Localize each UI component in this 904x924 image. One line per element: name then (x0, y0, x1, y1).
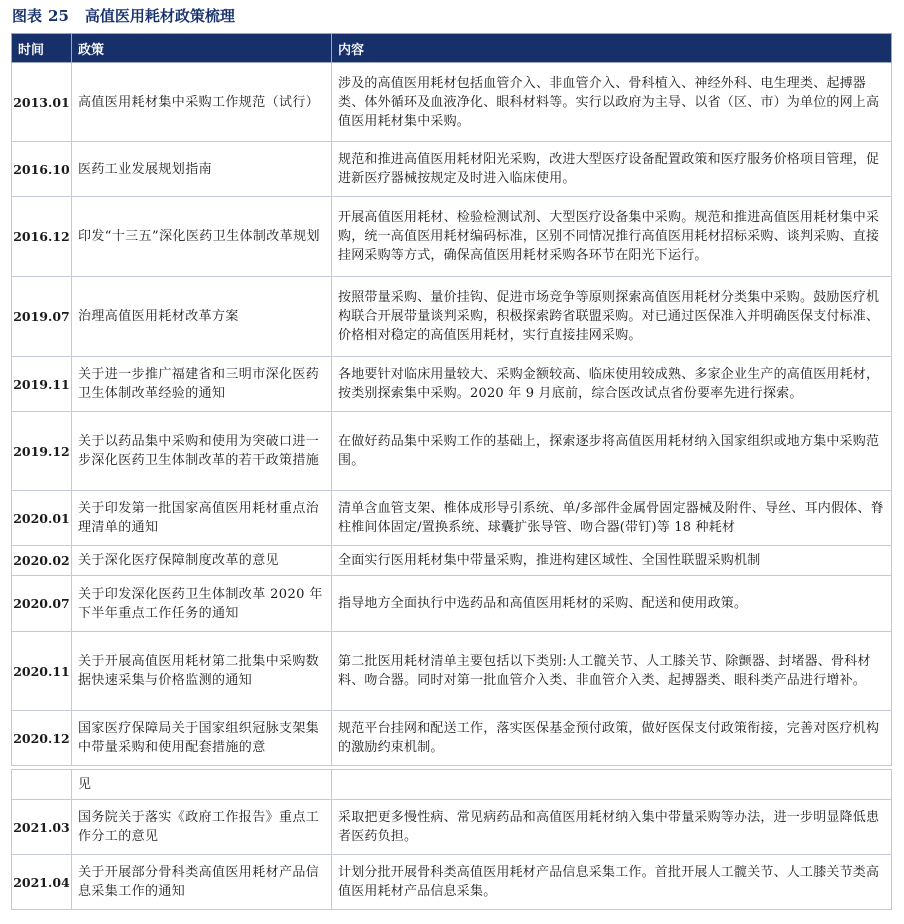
table-row (12, 277, 892, 357)
table-row (12, 711, 892, 766)
header-content: 内容 (332, 34, 892, 63)
table-row (12, 412, 892, 491)
figure-caption (12, 4, 235, 28)
row-content: 按照带量采购、量价挂钩、促进市场竞争等原则探索高值医用耗材分类集中采购。鼓励医疗机构联合开展带量谈判采购，积极探索跨省联盟采购。对已通过医保准入并明确医保支付标准、价格相对稳定的高值医用耗材，实行直接挂网采购。 (332, 277, 892, 357)
policy-table (11, 33, 892, 766)
table-row (12, 491, 892, 546)
header-date: 时间 (12, 34, 72, 63)
row-content (332, 770, 892, 800)
table-row (12, 197, 892, 277)
row-date: 2020.02 (12, 546, 72, 576)
row-policy: 关于以药品集中采购和使用为突破口进一步深化医药卫生体制改革的若干政策措施 (72, 412, 332, 491)
table-row (12, 800, 892, 855)
table-row (12, 632, 892, 711)
row-policy: 关于深化医疗保障制度改革的意见 (72, 546, 332, 576)
row-date: 2021.03 (12, 800, 72, 855)
table-row (12, 142, 892, 197)
policy-table-continued (11, 769, 892, 910)
row-content: 规范和推进高值医用耗材阳光采购，改进大型医疗设备配置政策和医疗服务价格项目管理，促进新医疗器械按规定及时进入临床使用。 (332, 142, 892, 197)
caption-label: 图表 (12, 7, 43, 25)
caption-title: 高值医用耗材政策梳理 (84, 7, 235, 25)
table-row (12, 63, 892, 142)
row-policy: 印发“十三五”深化医药卫生体制改革规划 (72, 197, 332, 277)
row-content: 全面实行医用耗材集中带量采购，推进构建区域性、全国性联盟采购机制 (332, 546, 892, 576)
row-content: 规范平台挂网和配送工作，落实医保基金预付政策，做好医保支付政策衔接，完善对医疗机构的激励约束机制。 (332, 711, 892, 766)
row-policy: 高值医用耗材集中采购工作规范（试行） (72, 63, 332, 142)
row-date: 2019.11 (12, 357, 72, 412)
row-policy: 关于开展高值医用耗材第二批集中采购数据快速采集与价格监测的通知 (72, 632, 332, 711)
row-content: 涉及的高值医用耗材包括血管介入、非血管介入、骨科植入、神经外科、电生理类、起搏器类、体外循环及血液净化、眼科材料等。实行以政府为主导、以省（区、市）为单位的网上高值医用耗材集中采购。 (332, 63, 892, 142)
row-date: 2020.01 (12, 491, 72, 546)
row-date (12, 770, 72, 800)
row-content: 开展高值医用耗材、检验检测试剂、大型医疗设备集中采购。规范和推进高值医用耗材集中采购，统一高值医用耗材编码标准，区别不同情况推行高值医用耗材招标采购、谈判采购、直接挂网采购等方式，确保高值医用耗材采购各环节在阳光下运行。 (332, 197, 892, 277)
table-header-row (12, 34, 892, 63)
row-date: 2019.12 (12, 412, 72, 491)
table-row (12, 357, 892, 412)
table-row (12, 576, 892, 632)
row-date: 2020.07 (12, 576, 72, 632)
row-content: 在做好药品集中采购工作的基础上，探索逐步将高值医用耗材纳入国家组织或地方集中采购范围。 (332, 412, 892, 491)
row-content: 计划分批开展骨科类高值医用耗材产品信息采集工作。首批开展人工髋关节、人工膝关节类高值医用耗材产品信息采集。 (332, 855, 892, 910)
row-policy: 见 (72, 770, 332, 800)
header-policy: 政策 (72, 34, 332, 63)
row-policy: 关于印发第一批国家高值医用耗材重点治理清单的通知 (72, 491, 332, 546)
row-date: 2021.04 (12, 855, 72, 910)
row-policy: 医药工业发展规划指南 (72, 142, 332, 197)
caption-number: 25 (48, 7, 69, 25)
row-policy: 国家医疗保障局关于国家组织冠脉支架集中带量采购和使用配套措施的意 (72, 711, 332, 766)
row-content: 采取把更多慢性病、常见病药品和高值医用耗材纳入集中带量采购等办法，进一步明显降低患者医药负担。 (332, 800, 892, 855)
row-content: 各地要针对临床用量较大、采购金额较高、临床使用较成熟、多家企业生产的高值医用耗材，按类别探索集中采购。2020 年 9 月底前，综合医改试点省份要率先进行探索。 (332, 357, 892, 412)
row-content: 第二批医用耗材清单主要包括以下类别:人工髋关节、人工膝关节、除颤器、封堵器、骨科材料、吻合器。同时对第一批血管介入类、非血管介入类、起搏器类、眼科类产品进行增补。 (332, 632, 892, 711)
row-content: 清单含血管支架、椎体成形导引系统、单/多部件金属骨固定器械及附件、导丝、耳内假体、脊柱椎间体固定/置换系统、球囊扩张导管、吻合器(带钉)等 18 种耗材 (332, 491, 892, 546)
row-date: 2020.12 (12, 711, 72, 766)
row-policy: 治理高值医用耗材改革方案 (72, 277, 332, 357)
row-date: 2019.07 (12, 277, 72, 357)
row-content: 指导地方全面执行中选药品和高值医用耗材的采购、配送和使用政策。 (332, 576, 892, 632)
table-row (12, 546, 892, 576)
row-policy: 关于开展部分骨科类高值医用耗材产品信息采集工作的通知 (72, 855, 332, 910)
row-date: 2020.11 (12, 632, 72, 711)
row-policy: 关于进一步推广福建省和三明市深化医药卫生体制改革经验的通知 (72, 357, 332, 412)
table-row (12, 855, 892, 910)
row-date: 2013.01 (12, 63, 72, 142)
row-date: 2016.10 (12, 142, 72, 197)
row-policy: 国务院关于落实《政府工作报告》重点工作分工的意见 (72, 800, 332, 855)
table-row (12, 770, 892, 800)
row-date: 2016.12 (12, 197, 72, 277)
row-policy: 关于印发深化医药卫生体制改革 2020 年下半年重点工作任务的通知 (72, 576, 332, 632)
